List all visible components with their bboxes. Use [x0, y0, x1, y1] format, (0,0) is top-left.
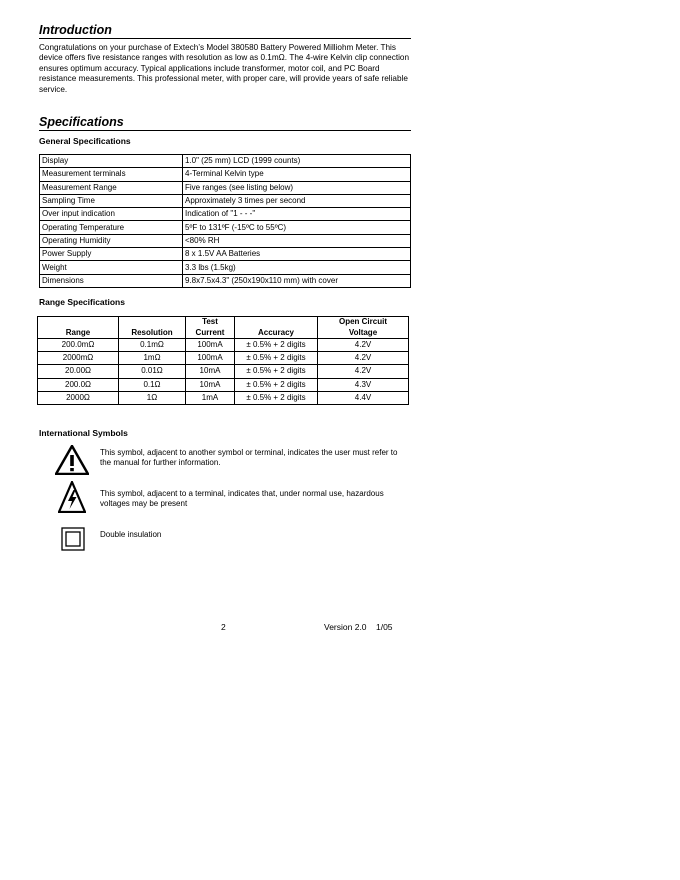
spec-value: 8 x 1.5V AA Batteries	[183, 248, 411, 261]
resolution-cell: 0.1Ω	[119, 378, 186, 391]
page-number: 2	[221, 622, 226, 632]
range-specs-table	[37, 316, 409, 405]
spec-value: 5ºF to 131ºF (-15ºC to 55ºC)	[183, 221, 411, 234]
voltage-cell: 4.3V	[318, 378, 409, 391]
general-spec-row	[40, 155, 411, 168]
spec-value: 4-Terminal Kelvin type	[183, 168, 411, 181]
general-spec-row	[40, 221, 411, 234]
voltage-cell: 4.4V	[318, 391, 409, 404]
accuracy-col-header: Accuracy	[235, 317, 318, 339]
double-insulation-icon	[61, 527, 85, 551]
spec-label: Operating Humidity	[40, 234, 183, 247]
voltage-header-line2: Voltage	[348, 327, 378, 337]
voltage-cell: 4.2V	[318, 339, 409, 352]
current-col-header	[186, 317, 235, 339]
range-row	[38, 352, 409, 365]
accuracy-cell: ± 0.5% + 2 digits	[235, 365, 318, 378]
spec-value: Approximately 3 times per second	[183, 194, 411, 207]
general-specs-table	[39, 154, 411, 288]
spec-value: <80% RH	[183, 234, 411, 247]
current-cell: 100mA	[186, 339, 235, 352]
high-voltage-symbol-text: This symbol, adjacent to a terminal, indicates that, under normal use, hazardous voltages may be present	[100, 489, 384, 509]
spec-value: 9.8x7.5x4.3" (250x190x110 mm) with cover	[183, 274, 411, 287]
general-spec-row	[40, 248, 411, 261]
spec-label: Measurement Range	[40, 181, 183, 194]
double-insulation-text: Double insulation	[100, 530, 162, 539]
intro-body: Congratulations on your purchase of Extech’s Model 380580 Battery Powered Milliohm Meter. This device offers five resistance ranges with resolution as low as 0.1mΩ. The 4-wire Kelvin clip connection ensures optimum accuracy. Typical applications include transformer, motor coil, and PC Board resistance measurements. This professional meter, with proper care, will provide years of safe reliable service.	[39, 43, 410, 94]
warning-triangle-icon	[55, 445, 89, 475]
version-label: Version 2.0 1/05	[324, 622, 393, 632]
accuracy-cell: ± 0.5% + 2 digits	[235, 339, 318, 352]
spec-value: 1.0" (25 mm) LCD (1999 counts)	[183, 155, 411, 168]
accuracy-cell: ± 0.5% + 2 digits	[235, 391, 318, 404]
current-header-line1: Test	[202, 317, 218, 326]
range-cell: 20.00Ω	[38, 365, 119, 378]
accuracy-cell: ± 0.5% + 2 digits	[235, 378, 318, 391]
high-voltage-icon	[58, 481, 86, 513]
spec-value: 3.3 lbs (1.5kg)	[183, 261, 411, 274]
general-spec-row	[40, 181, 411, 194]
general-spec-row	[40, 194, 411, 207]
range-cell: 200.0Ω	[38, 378, 119, 391]
spec-label: Operating Temperature	[40, 221, 183, 234]
intro-section	[39, 23, 411, 95]
general-specs-heading: General Specifications	[39, 136, 131, 146]
general-spec-row	[40, 168, 411, 181]
range-col-header: Range	[38, 317, 119, 339]
general-spec-row	[40, 234, 411, 247]
range-cell: 2000Ω	[38, 391, 119, 404]
spec-label: Weight	[40, 261, 183, 274]
resolution-cell: 0.1mΩ	[119, 339, 186, 352]
range-row	[38, 378, 409, 391]
current-header-line2: Current	[195, 327, 225, 337]
general-spec-row	[40, 261, 411, 274]
voltage-cell: 4.2V	[318, 365, 409, 378]
range-row	[38, 339, 409, 352]
spec-value: Five ranges (see listing below)	[183, 181, 411, 194]
resolution-col-header: Resolution	[119, 317, 186, 339]
spec-label: Measurement terminals	[40, 168, 183, 181]
symbols-heading: International Symbols	[39, 428, 128, 438]
range-cell: 2000mΩ	[38, 352, 119, 365]
general-spec-row	[40, 208, 411, 221]
resolution-cell: 1mΩ	[119, 352, 186, 365]
current-cell: 10mA	[186, 378, 235, 391]
voltage-header-line1: Open Circuit	[338, 317, 387, 326]
current-cell: 100mA	[186, 352, 235, 365]
range-row	[38, 365, 409, 378]
voltage-col-header	[318, 317, 409, 339]
spec-label: Power Supply	[40, 248, 183, 261]
intro-heading: Introduction	[39, 23, 411, 39]
spec-label: Over input indication	[40, 208, 183, 221]
general-spec-row	[40, 274, 411, 287]
spec-label: Dimensions	[40, 274, 183, 287]
range-header-row	[38, 317, 409, 339]
specs-heading: Specifications	[39, 115, 411, 131]
range-cell: 200.0mΩ	[38, 339, 119, 352]
spec-value: Indication of "1 - - -"	[183, 208, 411, 221]
spec-label: Display	[40, 155, 183, 168]
resolution-cell: 1Ω	[119, 391, 186, 404]
spec-label: Sampling Time	[40, 194, 183, 207]
accuracy-cell: ± 0.5% + 2 digits	[235, 352, 318, 365]
current-cell: 1mA	[186, 391, 235, 404]
range-specs-heading: Range Specifications	[39, 297, 125, 307]
specs-section	[39, 115, 411, 288]
resolution-cell: 0.01Ω	[119, 365, 186, 378]
current-cell: 10mA	[186, 365, 235, 378]
range-row	[38, 391, 409, 404]
warning-symbol-text: This symbol, adjacent to another symbol or terminal, indicates the user must refer to the manual for further information.	[100, 448, 398, 468]
voltage-cell: 4.2V	[318, 352, 409, 365]
